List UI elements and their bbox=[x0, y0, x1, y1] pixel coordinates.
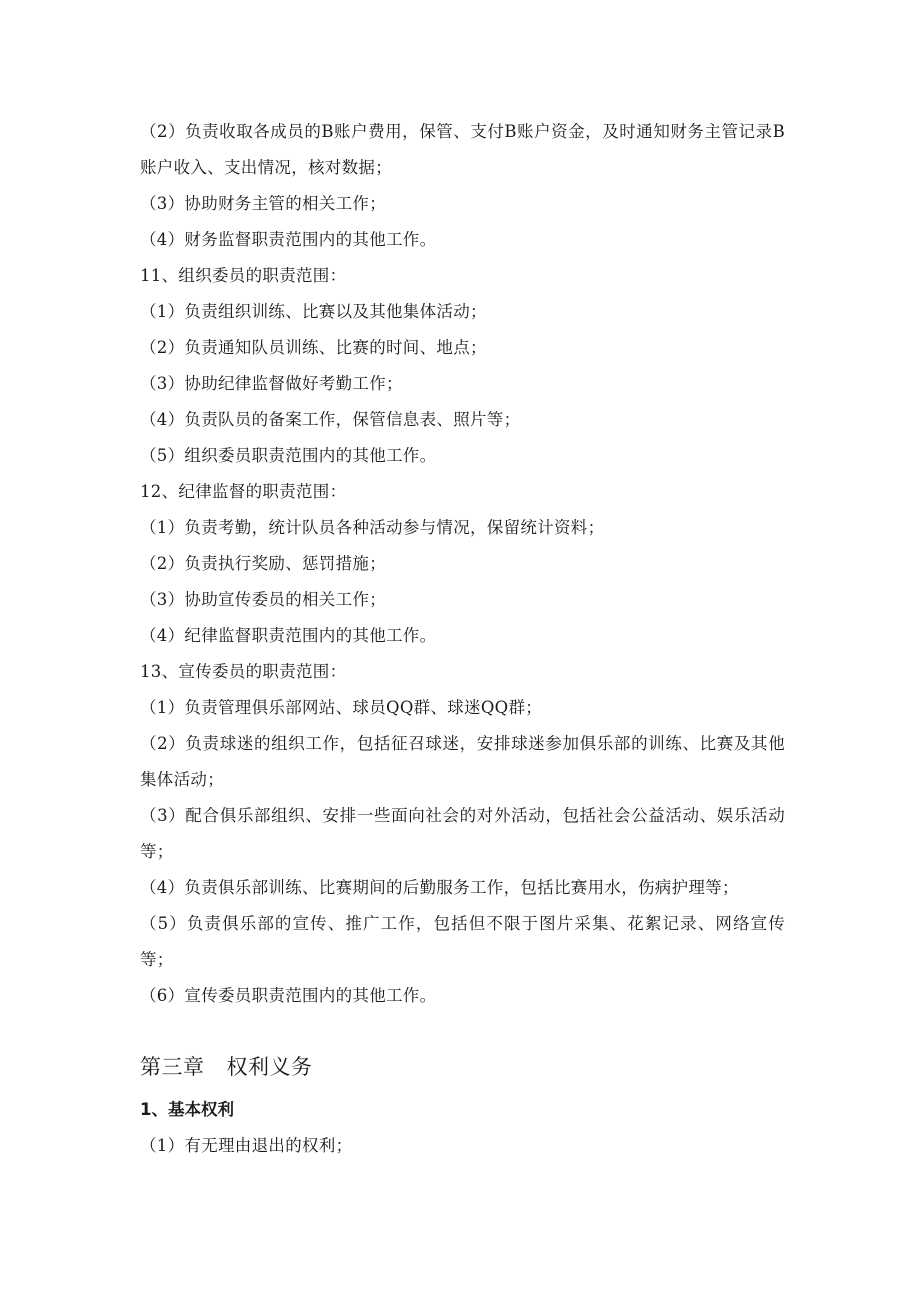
paragraph: （1）负责管理俱乐部网站、球员QQ群、球迷QQ群； bbox=[140, 698, 543, 717]
section-heading: 13、宣传委员的职责范围： bbox=[140, 662, 347, 681]
paragraph: （4）财务监督职责范围内的其他工作。 bbox=[140, 230, 437, 249]
paragraph: （2）负责执行奖励、惩罚措施； bbox=[140, 554, 386, 573]
document-body bbox=[140, 114, 785, 1164]
paragraph: （2）负责球迷的组织工作，包括征召球迷，安排球迷参加俱乐部的训练、比赛及其他集体活动； bbox=[140, 734, 785, 789]
paragraph: （3）配合俱乐部组织、安排一些面向社会的对外活动，包括社会公益活动、娱乐活动等； bbox=[140, 806, 785, 861]
paragraph: （5）负责俱乐部的宣传、推广工作，包括但不限于图片采集、花絮记录、网络宣传等； bbox=[140, 914, 785, 969]
paragraph: （4）纪律监督职责范围内的其他工作。 bbox=[140, 626, 437, 645]
chapter-number: 第三章 bbox=[140, 1055, 205, 1079]
paragraph: （3）协助纪律监督做好考勤工作； bbox=[140, 374, 403, 393]
paragraph: （4）负责队员的备案工作，保管信息表、照片等； bbox=[140, 410, 521, 429]
section-heading: 11、组织委员的职责范围： bbox=[140, 266, 347, 285]
subheading: 1、基本权利 bbox=[140, 1100, 234, 1119]
section-heading: 12、纪律监督的职责范围： bbox=[140, 482, 347, 501]
chapter-heading bbox=[140, 1042, 785, 1092]
paragraph: （2）负责通知队员训练、比赛的时间、地点； bbox=[140, 338, 487, 357]
chapter-title: 权利义务 bbox=[226, 1055, 313, 1079]
paragraph: （6）宣传委员职责范围内的其他工作。 bbox=[140, 986, 437, 1005]
paragraph: （3）协助宣传委员的相关工作； bbox=[140, 590, 386, 609]
paragraph: （2）负责收取各成员的B账户费用，保管、支付B账户资金，及时通知财务主管记录B账户收入、支出情况，核对数据； bbox=[140, 122, 785, 177]
paragraph: （4）负责俱乐部训练、比赛期间的后勤服务工作，包括比赛用水，伤病护理等； bbox=[140, 878, 739, 897]
paragraph: （1）有无理由退出的权利； bbox=[140, 1136, 353, 1155]
paragraph: （1）负责组织训练、比赛以及其他集体活动； bbox=[140, 302, 487, 321]
paragraph: （1）负责考勤，统计队员各种活动参与情况，保留统计资料； bbox=[140, 518, 605, 537]
paragraph: （3）协助财务主管的相关工作； bbox=[140, 194, 386, 213]
paragraph: （5）组织委员职责范围内的其他工作。 bbox=[140, 446, 437, 465]
